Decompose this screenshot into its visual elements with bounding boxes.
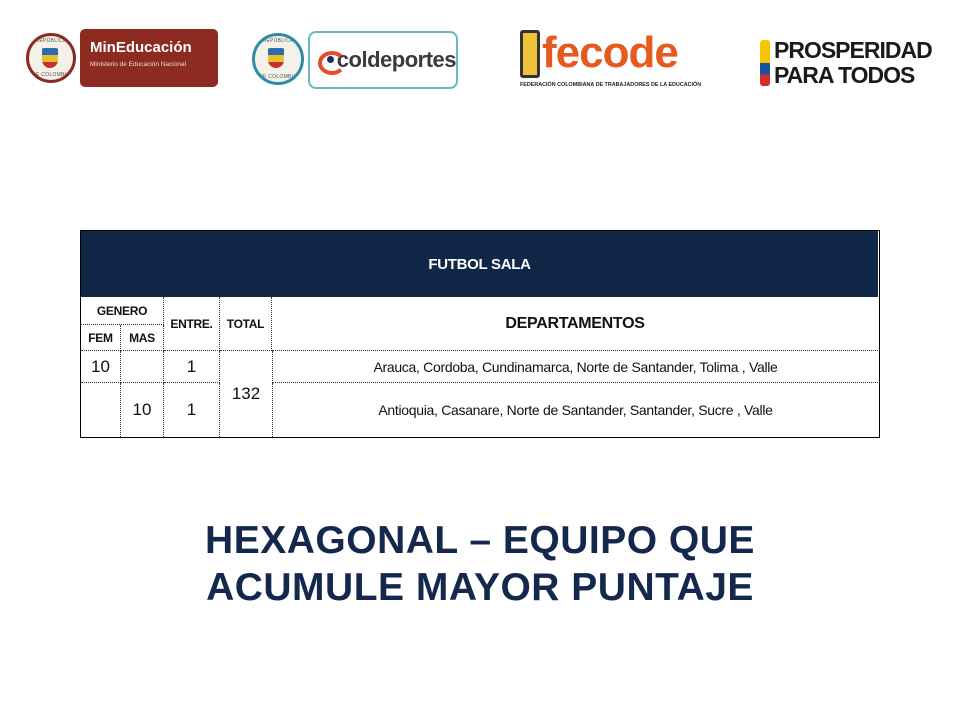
slide-title	[0, 517, 960, 611]
mineducacion-subtitle: Ministerio de Educación Nacional	[90, 61, 187, 68]
header-entrenadores: ENTRE.	[164, 297, 220, 351]
coldeportes-logo	[252, 27, 462, 93]
fecode-name: fecode	[542, 28, 678, 77]
coldeportes-name: coldeportes	[336, 47, 456, 72]
coldeportes-wordmark	[308, 31, 458, 89]
header-departamentos: DEPARTAMENTOS	[272, 297, 878, 351]
futbol-sala-table	[80, 230, 880, 438]
slide-title-line1: HEXAGONAL – EQUIPO QUE	[205, 519, 755, 562]
header-total: TOTAL	[220, 297, 272, 351]
row2-fem	[81, 383, 121, 437]
row1-mas	[121, 351, 164, 383]
mineducacion-wordmark	[80, 29, 218, 87]
colombia-seal-icon: REPÚBLICA DE COLOMBIA	[252, 33, 304, 85]
header-fem: FEM	[81, 325, 121, 351]
colombia-flag-icon	[760, 40, 770, 86]
row2-departamentos: Antioquia, Casanare, Norte de Santander, Santander, Sucre , Valle	[272, 383, 878, 437]
row1-fem: 10	[81, 351, 121, 383]
total-value: 132	[220, 351, 272, 437]
header-genero: GENERO	[81, 297, 164, 325]
row1-departamentos: Arauca, Cordoba, Cundinamarca, Norte de Santander, Tolima , Valle	[272, 351, 878, 383]
mineducacion-name: MinEducación	[90, 39, 192, 56]
runner-icon	[316, 47, 335, 73]
header-mas: MAS	[121, 325, 164, 351]
row2-entre: 1	[164, 383, 220, 437]
table-title: FUTBOL SALA	[81, 231, 878, 297]
fecode-subtitle: FEDERACIÓN COLOMBIANA DE TRABAJADORES DE LA EDUCACIÓN	[520, 82, 702, 88]
fecode-logo	[516, 28, 702, 94]
pencil-icon	[520, 30, 540, 78]
row1-entre: 1	[164, 351, 220, 383]
row2-mas: 10	[121, 383, 164, 437]
slide-title-line2: ACUMULE MAYOR PUNTAJE	[206, 566, 754, 609]
prosperidad-logo	[760, 38, 940, 90]
prosperidad-line1: PROSPERIDAD	[774, 37, 932, 63]
mineducacion-logo	[24, 27, 220, 89]
colombia-seal-icon: REPÚBLICA DE COLOMBIA	[26, 33, 76, 83]
prosperidad-line2: PARA TODOS	[774, 62, 915, 88]
